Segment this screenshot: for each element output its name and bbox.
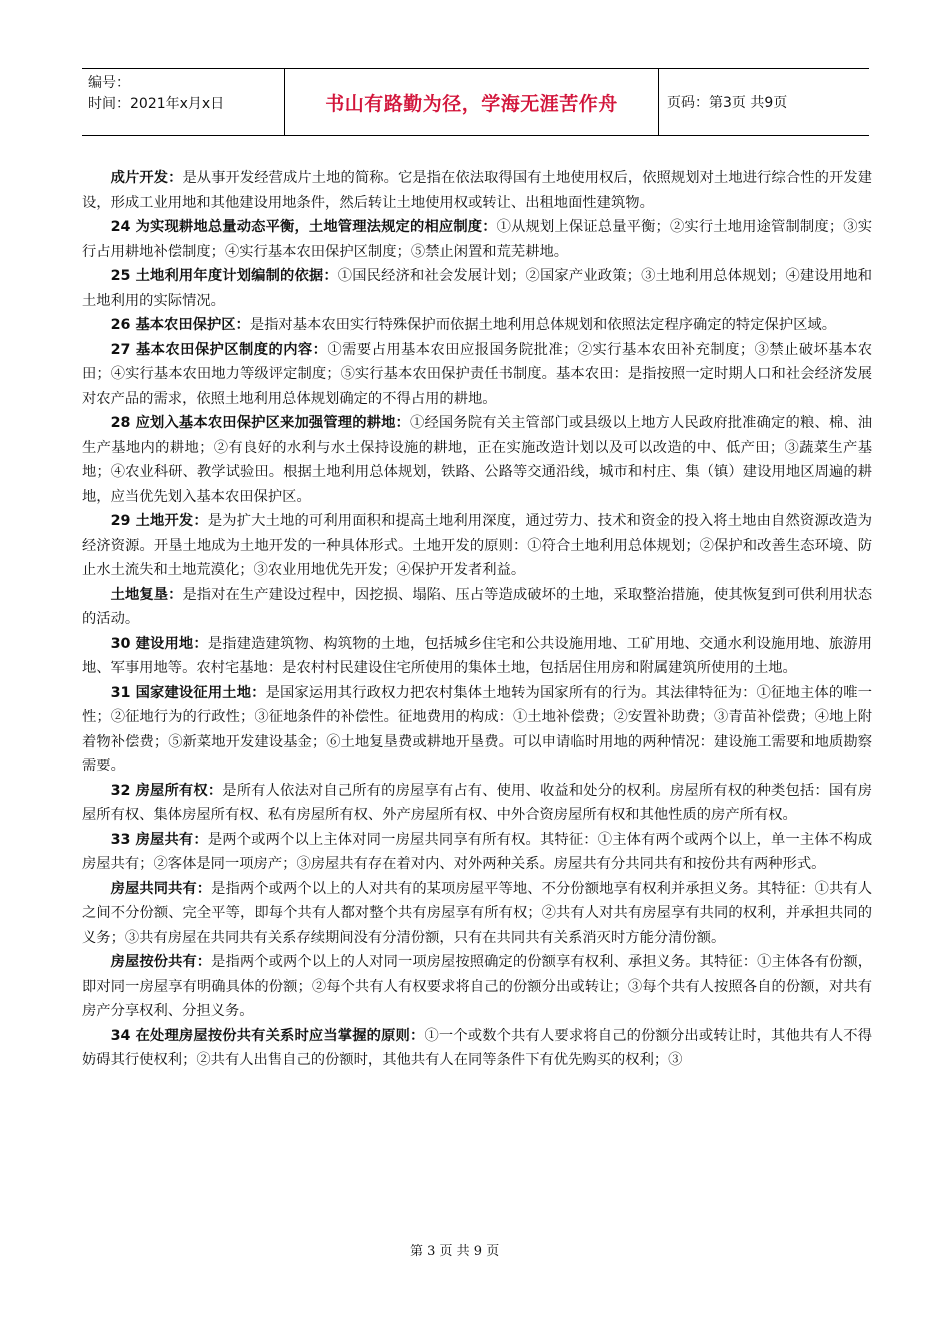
paragraph-10 xyxy=(82,681,872,779)
paragraph-term: 24 为实现耕地总量动态平衡，土地管理法规定的相应制度： xyxy=(110,219,497,235)
header-meta-cell xyxy=(82,69,285,135)
paragraph-1 xyxy=(82,166,872,215)
paragraph-text: 是两个或两个以上主体对同一房屋共同享有所有权。其特征：①主体有两个或两个以上，单一主体不构成房屋共有；②客体是同一项房产；③房屋共有存在着对内、对外两种关系。房屋共有分共同共有和按份共有两种形式。 xyxy=(82,831,873,872)
paragraph-text: 是为扩大土地的可利用面积和提高土地利用深度，通过劳力、技术和资金的投入将土地由自然资源改造为经济资源。开垦土地成为土地开发的一种具体形式。土地开发的原则：①符合土地利用总体规划；②保护和改善生态环境、防止水土流失和土地荒漠化；③农业用地优先开发；④保护开发者利益。 xyxy=(82,513,873,578)
paragraph-3 xyxy=(82,264,872,313)
paragraph-14 xyxy=(82,950,872,1024)
paragraph-5 xyxy=(82,338,872,412)
paragraph-term: 29 土地开发： xyxy=(110,513,208,529)
paragraph-text: ①从规划上保证总量平衡；②实行土地用途管制制度；③实行占用耕地补偿制度；④实行基本农田保护区制度；⑤禁止闲置和荒芜耕地。 xyxy=(82,219,872,260)
paragraph-text: 是从事开发经营成片土地的简称。它是指在依法取得国有土地使用权后，依照规划对土地进行综合性的开发建设，形成工业用地和其他建设用地条件，然后转让土地使用权或转让、出租地面性建筑物。 xyxy=(82,170,873,211)
paragraph-text: 是指对在生产建设过程中，因挖损、塌陷、压占等造成破坏的土地，采取整治措施，使其恢复到可供利用状态的活动。 xyxy=(82,586,873,627)
paragraph-11 xyxy=(82,779,872,828)
paragraph-text: 是指建造建筑物、构筑物的土地，包括城乡住宅和公共设施用地、工矿用地、交通水利设施用地、旅游用地、军事用地等。农村宅基地：是农村村民建设住宅所使用的集体土地，包括居住用房和附属建筑所使用的土地。 xyxy=(82,635,873,676)
document-time-label: 时间：2021年x月x日 xyxy=(88,96,225,112)
paragraph-text: 是所有人依法对自己所有的房屋享有占有、使用、收益和处分的权利。房屋所有权的种类包括：国有房屋所有权、集体房屋所有权、私有房屋所有权、外产房屋所有权、中外合资房屋所有权和其他性质的房产所有权。 xyxy=(82,782,872,823)
paragraph-term: 28 应划入基本农田保护区来加强管理的耕地： xyxy=(110,415,411,431)
paragraph-text: ①需要占用基本农田应报国务院批准；②实行基本农田补充制度；③禁止破坏基本农田；④实行基本农田地力等级评定制度；⑤实行基本农田保护责任书制度。基本农田：是指按照一定时期人口和社会经济发展对农产品的需求，依照土地利用总体规划确定的不得占用的耕地。 xyxy=(82,341,873,407)
paragraph-term: 32 房屋所有权： xyxy=(110,782,223,799)
paragraph-text: 是国家运用其行政权力把农村集体土地转为国家所有的行为。其法律特征为：①征地主体的唯一性；②征地行为的行政性；③征地条件的补偿性。征地费用的构成：①土地补偿费；②安置补助费；③青苗补偿费；④地上附着物补偿费；⑤新菜地开发建设基金；⑥土地复垦费或耕地开垦费。可以申请临时用地的两种情况：建设施工需要和地质勘察需要。 xyxy=(82,684,872,774)
paragraph-2 xyxy=(82,215,872,264)
paragraph-12 xyxy=(82,828,872,877)
paragraph-text: 是指两个或两个以上的人对共有的某项房屋平等地、不分份额地享有权利并承担义务。其特征：①共有人之间不分份额、完全平等，即每个共有人都对整个共有房屋享有所有权；②共有人对共有房屋享有共同的权利，并承担共同的义务；③共有房屋在共同共有关系存续期间没有分清份额，只有在共同共有关系消灭时方能分清份额。 xyxy=(82,880,873,946)
paragraph-term: 34 在处理房屋按份共有关系时应当掌握的原则： xyxy=(110,1027,425,1044)
header-page-info: 页码：第3页 共9页 xyxy=(667,95,788,111)
paragraph-term: 房屋共同共有： xyxy=(110,880,212,897)
paragraph-6 xyxy=(82,411,872,509)
paragraph-term: 土地复垦： xyxy=(110,586,183,603)
paragraph-13 xyxy=(82,877,872,951)
document-body xyxy=(82,166,872,1073)
paragraph-4 xyxy=(82,313,872,338)
paragraph-7 xyxy=(82,509,872,583)
paragraph-text: ①一个或数个共有人要求将自己的份额分出或转让时，其他共有人不得妨碍其行使权利；②共有人出售自己的份额时，其他共有人在同等条件下有优先购买的权利；③ xyxy=(82,1027,873,1068)
paragraph-term: 31 国家建设征用土地： xyxy=(110,684,266,701)
paragraph-text: ①经国务院有关主管部门或县级以上地方人民政府批准确定的粮、棉、油生产基地内的耕地；②有良好的水利与水土保持设施的耕地，正在实施改造计划以及可以改造的中、低产田；③蔬菜生产基地；④农业科研、教学试验田。根据土地利用总体规划，铁路、公路等交通沿线，城市和村庄、集（镇）建设用地区周遍的耕地，应当优先划入基本农田保护区。 xyxy=(82,415,873,505)
paragraph-term: 30 建设用地： xyxy=(110,635,208,652)
paragraph-term: 房屋按份共有： xyxy=(110,954,212,970)
paragraph-term: 成片开发： xyxy=(110,170,183,186)
paragraph-text: ①国民经济和社会发展计划；②国家产业政策；③土地利用总体规划；④建设用地和土地利用的实际情况。 xyxy=(82,268,872,309)
paragraph-term: 33 房屋共有： xyxy=(110,831,208,848)
paragraph-text: 是指对基本农田实行特殊保护而依据土地利用总体规划和依照法定程序确定的特定保护区域。 xyxy=(249,317,837,333)
paragraph-term: 27 基本农田保护区制度的内容： xyxy=(110,341,328,358)
page-footer: 第 3 页 共 9 页 xyxy=(410,1244,500,1259)
paragraph-15 xyxy=(82,1024,872,1073)
paragraph-9 xyxy=(82,632,872,681)
paragraph-term: 26 基本农田保护区： xyxy=(110,317,250,333)
document-number-label: 编号： xyxy=(88,75,130,91)
paragraph-term: 25 土地利用年度计划编制的依据： xyxy=(110,268,338,284)
paragraph-text: 是指两个或两个以上的人对同一项房屋按照确定的份额享有权利、承担义务。其特征：①主体各有份额，即对同一房屋享有明确具体的份额；②每个共有人有权要求将自己的份额分出或转让；③每个共有人按照各自的份额，对共有房产分享权利、分担义务。 xyxy=(82,954,873,1019)
header-motto: 书山有路勤为径，学海无涯苦作舟 xyxy=(285,69,659,135)
document-header xyxy=(82,68,869,136)
paragraph-8 xyxy=(82,583,872,632)
